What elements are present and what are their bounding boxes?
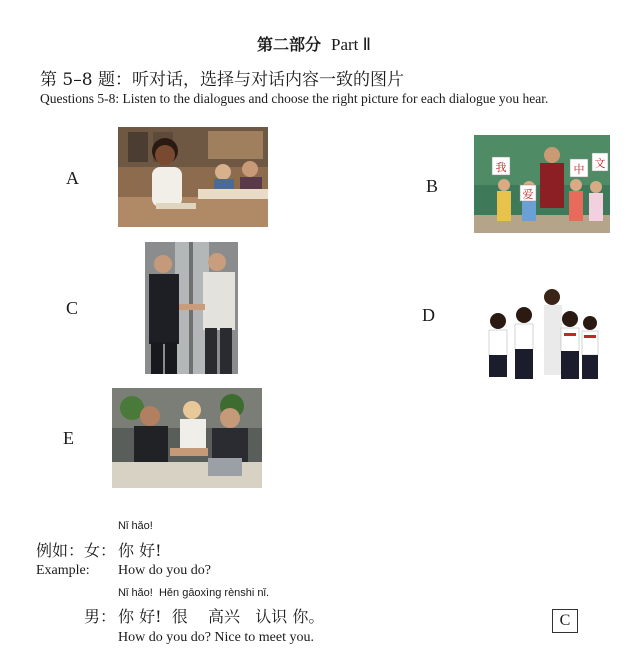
sign-wo: 我	[495, 161, 507, 174]
example-line1-pinyin: Nǐ hǎo!	[118, 520, 153, 532]
example-label-en: Example:	[36, 563, 90, 578]
section-title-en: Part Ⅱ	[331, 35, 372, 54]
option-letter-e: E	[63, 428, 74, 448]
example-speaker-female: 女：	[84, 541, 117, 560]
sign-ai: 爱	[522, 188, 534, 201]
business-handshake-photo	[145, 242, 238, 374]
meeting-handshake-photo	[112, 388, 262, 488]
option-letter-b: B	[426, 176, 439, 196]
example-answer-box: C	[552, 609, 578, 633]
example-line2-pinyin: Nǐ hǎo! Hěn gāoxìng rènshi nǐ.	[118, 587, 270, 599]
example-line1-en: How do you do?	[118, 563, 211, 578]
children-holding-characters-photo	[474, 135, 610, 233]
section-title	[0, 32, 628, 55]
example-line1-cn: 你 好!	[118, 541, 162, 560]
question-instruction-cn: 第 5–8 题：听对话，选择与对话内容一致的图片	[40, 70, 404, 90]
example-speaker-male: 男：	[84, 607, 117, 626]
section-title-cn: 第二部分	[256, 35, 321, 54]
classroom-student-photo	[118, 127, 268, 227]
sign-wen: 文	[594, 157, 606, 170]
option-letter-a: A	[66, 168, 79, 188]
example-line2-cn: 你 好! 很 高兴 认识 你。	[118, 607, 325, 626]
sign-zhong: 中	[573, 163, 585, 176]
option-letter-d: D	[422, 305, 435, 325]
children-group-photo	[484, 285, 602, 382]
example-line2-en: How do you do? Nice to meet you.	[118, 630, 314, 645]
example-label-cn: 例如：	[36, 541, 85, 560]
question-instruction-en: Questions 5-8: Listen to the dialogues and choose the right picture for each dialogue you hear.	[40, 91, 549, 106]
option-letter-c: C	[66, 298, 79, 318]
